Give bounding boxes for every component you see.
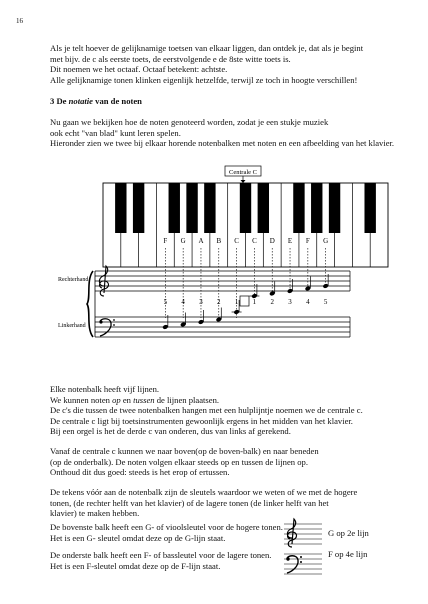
key-letter: F	[305, 237, 310, 245]
section-heading: 3 De notatie van de noten	[50, 96, 142, 106]
black-key	[293, 183, 304, 233]
clef-examples	[282, 516, 372, 576]
finger-number: 5	[323, 298, 328, 306]
lines-para-3: De c's die tussen de twee notenbalken hangen met een hulplijntje noemen we de centrale c.	[50, 405, 363, 415]
key-letter: G	[180, 237, 186, 245]
staff-f-clef-icon	[99, 319, 115, 336]
f-clef-label: F op 4e lijn	[328, 549, 368, 559]
page-number: 16	[16, 17, 23, 25]
g-clef-label: G op 2e lijn	[328, 528, 369, 538]
lines-para-5: Bij een orgel is het de derde c van onderen, dus van links af gerekend.	[50, 426, 291, 436]
key-letter: C	[252, 237, 257, 245]
section-para-line-2: ook echt "van blad" kunt leren spelen.	[50, 127, 181, 138]
g-clef-para-2: Het is een G- sleutel omdat deze op de G-lijn staat.	[50, 532, 226, 543]
key-letter: F	[163, 237, 168, 245]
black-key	[364, 183, 375, 233]
key-letter: B	[216, 237, 222, 245]
intro-line-4: Alle gelijknamige tonen klinken eigenlijk hetzelfde, terwijl ze toch in hoogte verschillen!	[50, 74, 358, 85]
right-hand-label: Rechterhand	[58, 277, 89, 283]
left-hand-label: Linkerhand	[58, 323, 86, 329]
section-para-line-1: Nu gaan we bekijken hoe de noten genoteerd worden, zodat je een stukje muziek	[50, 117, 329, 127]
finger-number: 1	[234, 298, 239, 306]
finger-number: 5	[163, 298, 168, 306]
black-key	[240, 183, 251, 233]
lines-para-1: Elke notenbalk heeft vijf lijnen.	[50, 384, 160, 394]
clef-para-1: De tekens vóór aan de notenbalk zijn de sleutels waardoor we weten of we met de hogere	[50, 487, 358, 497]
black-key	[311, 183, 322, 233]
intro-line-3: Dit noemen we het octaaf. Octaaf betekent: achtste.	[50, 64, 228, 74]
intro-line-1: Als je telt hoever de gelijknamige toetsen van elkaar liggen, dan ontdek je, dat als je begint	[50, 43, 364, 53]
black-key	[133, 183, 144, 233]
center-para-2: (op de onderbalk). De noten volgen elkaar steeds op en tussen de lijnen op.	[50, 456, 308, 467]
piano-keyboard	[103, 183, 388, 267]
key-letter: G	[323, 237, 329, 245]
center-para-3: Onthoud dit dus goed: steeds is het erop of ertussen.	[50, 467, 230, 477]
f-clef-para-2: Het is een F-sleutel omdat deze op de F-lijn staat.	[50, 560, 221, 571]
center-para-1: Vanaf de centrale c kunnen we naar boven(op de boven-balk) en naar beneden	[50, 446, 319, 456]
intro-line-2: met bijv. de c als eerste toets, de eerstvolgende e de 8ste witte toets is.	[50, 53, 291, 64]
black-key	[258, 183, 269, 233]
black-key	[204, 183, 215, 233]
lines-para-4: De centrale c ligt bij toetsinstrumenten gewoonlijk ergens in het midden van het klavier.	[50, 415, 353, 426]
finger-number: 4	[306, 298, 310, 306]
middle-c-label: Centrale C	[229, 169, 257, 176]
black-key	[186, 183, 197, 233]
finger-number: 3	[288, 298, 292, 306]
key-letter: A	[198, 237, 204, 245]
clef-para-3: klavier) te maken hebben.	[50, 508, 140, 518]
treble-staff	[95, 271, 350, 291]
clef-para-2: tonen, (de rechter helft van het klavier) of de lagere tonen (de linker helft van het	[50, 497, 329, 508]
finger-number: 2	[270, 298, 274, 306]
finger-number: 1	[252, 298, 257, 306]
bass-staff	[95, 317, 350, 337]
finger-number: 4	[181, 298, 185, 306]
lines-para-2: We kunnen noten op en tussen de lijnen plaatsen.	[50, 394, 220, 405]
black-key	[329, 183, 340, 233]
key-letter: E	[287, 237, 293, 245]
finger-number: 3	[199, 298, 203, 306]
key-letter: D	[269, 237, 275, 245]
g-clef-para-1: De bovenste balk heeft een G- of vioolsleutel voor de hogere tonen.	[50, 522, 283, 532]
g-clef-icon	[287, 519, 296, 547]
key-letter: C	[234, 237, 239, 245]
black-key	[115, 183, 126, 233]
black-key	[169, 183, 180, 233]
finger-number: 2	[217, 298, 221, 306]
f-clef-para-1: De onderste balk heeft een F- of bassleutel voor de lagere tonen.	[50, 550, 272, 560]
section-para-line-3: Hieronder zien we twee bij elkaar horende notenbalken met noten en een afbeelding van het klavier.	[50, 138, 395, 148]
f-clef-icon	[286, 556, 302, 573]
